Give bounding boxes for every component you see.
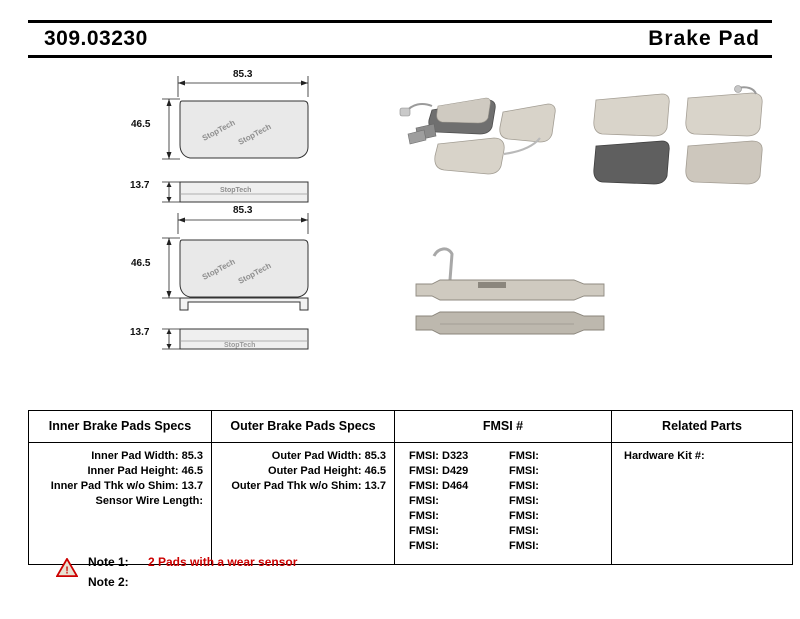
th-inner-specs: Inner Brake Pads Specs [29,411,212,443]
brake-pad-set-photo-center [398,82,598,192]
part-number: 309.03230 [44,27,148,50]
fmsi-entry: FMSI: [509,465,539,477]
note-2-label: Note 2: [88,575,129,589]
fmsi-entry: FMSI: [509,495,539,507]
outer-pad-thickness-dim: 13.7 [130,327,150,338]
inner-pad-width-dim: 85.3 [233,69,253,80]
fmsi-entry: FMSI: D429 [409,465,469,477]
cell-inner-specs [29,443,212,565]
inner-spec-line: Inner Pad Thk w/o Shim: 13.7 [50,480,203,492]
page-header [28,20,772,58]
outer-pad-side-view [128,314,368,362]
inner-spec-line: Inner Pad Width: 85.3 [91,450,203,462]
fmsi-column-left [403,449,503,554]
notes-section [56,552,588,592]
table-body-row [29,443,793,565]
note-1-value: 2 Pads with a wear sensor [148,555,298,569]
table-header-row [29,411,793,443]
outer-pad-width-dim: 85.3 [233,205,253,216]
cell-outer-specs [212,443,395,565]
fmsi-entry: FMSI: [409,540,439,552]
fmsi-column-right [503,449,603,554]
inner-pad-thickness-dim: 13.7 [130,180,150,191]
svg-text:StopTech: StopTech [224,342,256,349]
cell-fmsi [395,443,612,565]
outer-spec-line: Outer Pad Height: 46.5 [268,465,386,477]
svg-text:!: ! [65,565,69,577]
outer-pad-height-dim: 46.5 [131,258,151,269]
fmsi-entry: FMSI: [409,495,439,507]
th-outer-specs: Outer Brake Pads Specs [212,411,395,443]
drawing-area [28,62,772,392]
th-fmsi: FMSI # [395,411,612,443]
fmsi-entry: FMSI: [509,480,539,492]
note-row-1 [88,552,588,572]
fmsi-entry: FMSI: [509,525,539,537]
fmsi-entry: FMSI: D464 [409,480,469,492]
page-title: Brake Pad [648,27,760,50]
fmsi-entry: FMSI: D323 [409,450,469,462]
brake-pad-pair-photo-bottom [408,242,618,357]
svg-text:StopTech: StopTech [200,256,237,282]
inner-spec-line: Inner Pad Height: 46.5 [87,465,203,477]
fmsi-entry: FMSI: [409,525,439,537]
th-related-parts: Related Parts [612,411,793,443]
fmsi-entry: FMSI: [509,450,539,462]
fmsi-entry: FMSI: [409,510,439,522]
svg-text:StopTech: StopTech [236,260,273,286]
warning-icon [56,558,78,577]
cell-related-parts [612,443,793,565]
related-part-line: Hardware Kit #: [624,450,705,462]
svg-text:StopTech: StopTech [220,187,252,194]
brake-pad-set-photo-right [588,84,778,204]
inner-pad-height-dim: 46.5 [131,119,151,130]
note-row-2 [88,572,588,592]
svg-text:StopTech: StopTech [236,121,273,147]
inner-spec-line: Sensor Wire Length: [95,495,203,507]
fmsi-entry: FMSI: [509,510,539,522]
svg-text:StopTech: StopTech [200,117,237,143]
outer-spec-line: Outer Pad Width: 85.3 [271,450,386,462]
specifications-table [28,410,793,565]
fmsi-entry: FMSI: [509,540,539,552]
outer-spec-line: Outer Pad Thk w/o Shim: 13.7 [231,480,386,492]
note-1-label: Note 1: [88,555,129,569]
